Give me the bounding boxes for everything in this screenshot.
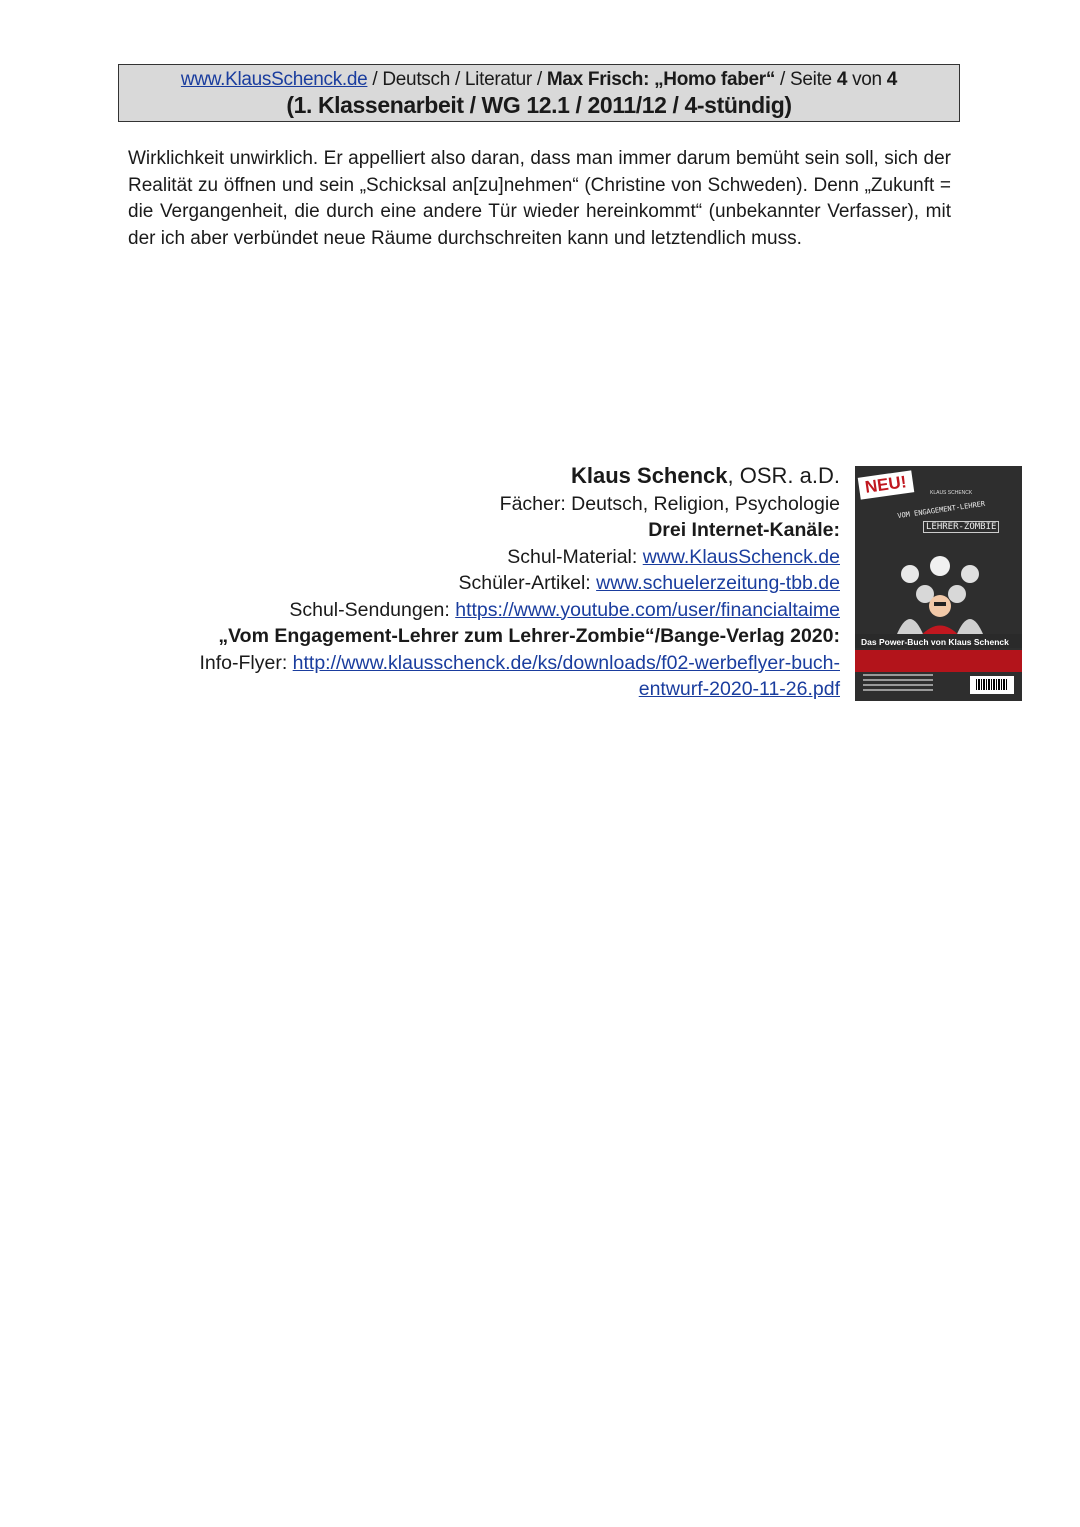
shows-label: Schul-Sendungen: — [289, 598, 456, 621]
breadcrumb-path: / Deutsch / Literatur / — [367, 69, 547, 90]
youtube-link[interactable]: https://www.youtube.com/user/financialtaime — [455, 598, 840, 621]
cover-title-top: VOM ENGAGEMENT-LEHRER — [896, 499, 986, 521]
author-signature — [199, 463, 840, 703]
page-sep: von — [847, 69, 887, 90]
page-total: 4 — [886, 69, 898, 90]
book-title-line: „Vom Engagement-Lehrer zum Lehrer-Zombie“/Bange-Verlag 2020: — [218, 625, 840, 647]
articles-link[interactable]: www.schuelerzeitung-tbb.de — [596, 572, 840, 594]
channels-heading: Drei Internet-Kanäle: — [648, 519, 840, 541]
articles-label: Schüler-Artikel: — [458, 572, 597, 594]
work-title: Max Frisch: „Homo faber“ — [546, 69, 776, 90]
header-breadcrumb — [119, 69, 959, 91]
cover-tagline: Das Power-Buch von Klaus Schenck — [861, 637, 1009, 647]
flyer-label: Info-Flyer: — [199, 651, 293, 674]
material-link[interactable]: www.KlausSchenck.de — [642, 545, 840, 568]
cover-fine-print — [863, 674, 933, 694]
body-paragraph: Wirklichkeit unwirklich. Er appelliert also daran, dass man immer darum bemüht sein soll, sich der Realität zu öffnen und sein „Schicksal an[zu]nehmen“ (Christine von Schweden). Denn „Zukunft = die Vergangenheit, die durch eine andere Tür wieder hereinkommt“ (unbekannter Verfasser), mit der ich aber verbündet neue Räume durchschreiten kann und letztendlich muss. — [128, 148, 951, 249]
cover-title-bottom: LEHRER-ZOMBIE — [923, 521, 999, 533]
flyer-link-part2[interactable]: entwurf-2020-11-26.pdf — [638, 678, 840, 700]
new-badge: NEU! — [858, 470, 914, 499]
header-box — [118, 64, 960, 122]
material-label: Schul-Material: — [507, 545, 643, 568]
book-cover-image — [855, 466, 1022, 701]
author-name-line — [199, 463, 840, 491]
cover-red-band — [855, 650, 1022, 672]
flyer-link-part1[interactable]: http://www.klausschenck.de/ks/downloads/f02-werbeflyer-buch- — [292, 651, 840, 674]
author-title: , OSR. a.D. — [727, 463, 840, 488]
cover-author: KLAUS SCHENCK — [930, 490, 973, 496]
site-link[interactable]: www.KlausSchenck.de — [180, 69, 368, 90]
page-prefix: / Seite — [775, 69, 837, 90]
zombie-illustration — [885, 544, 995, 639]
barcode-icon — [970, 676, 1014, 694]
author-name: Klaus Schenck — [571, 463, 728, 488]
page-current: 4 — [836, 69, 848, 90]
exam-subtitle: (1. Klassenarbeit / WG 12.1 / 2011/12 / 4-stündig) — [286, 92, 792, 118]
author-subjects: Fächer: Deutsch, Religion, Psychologie — [499, 492, 840, 515]
